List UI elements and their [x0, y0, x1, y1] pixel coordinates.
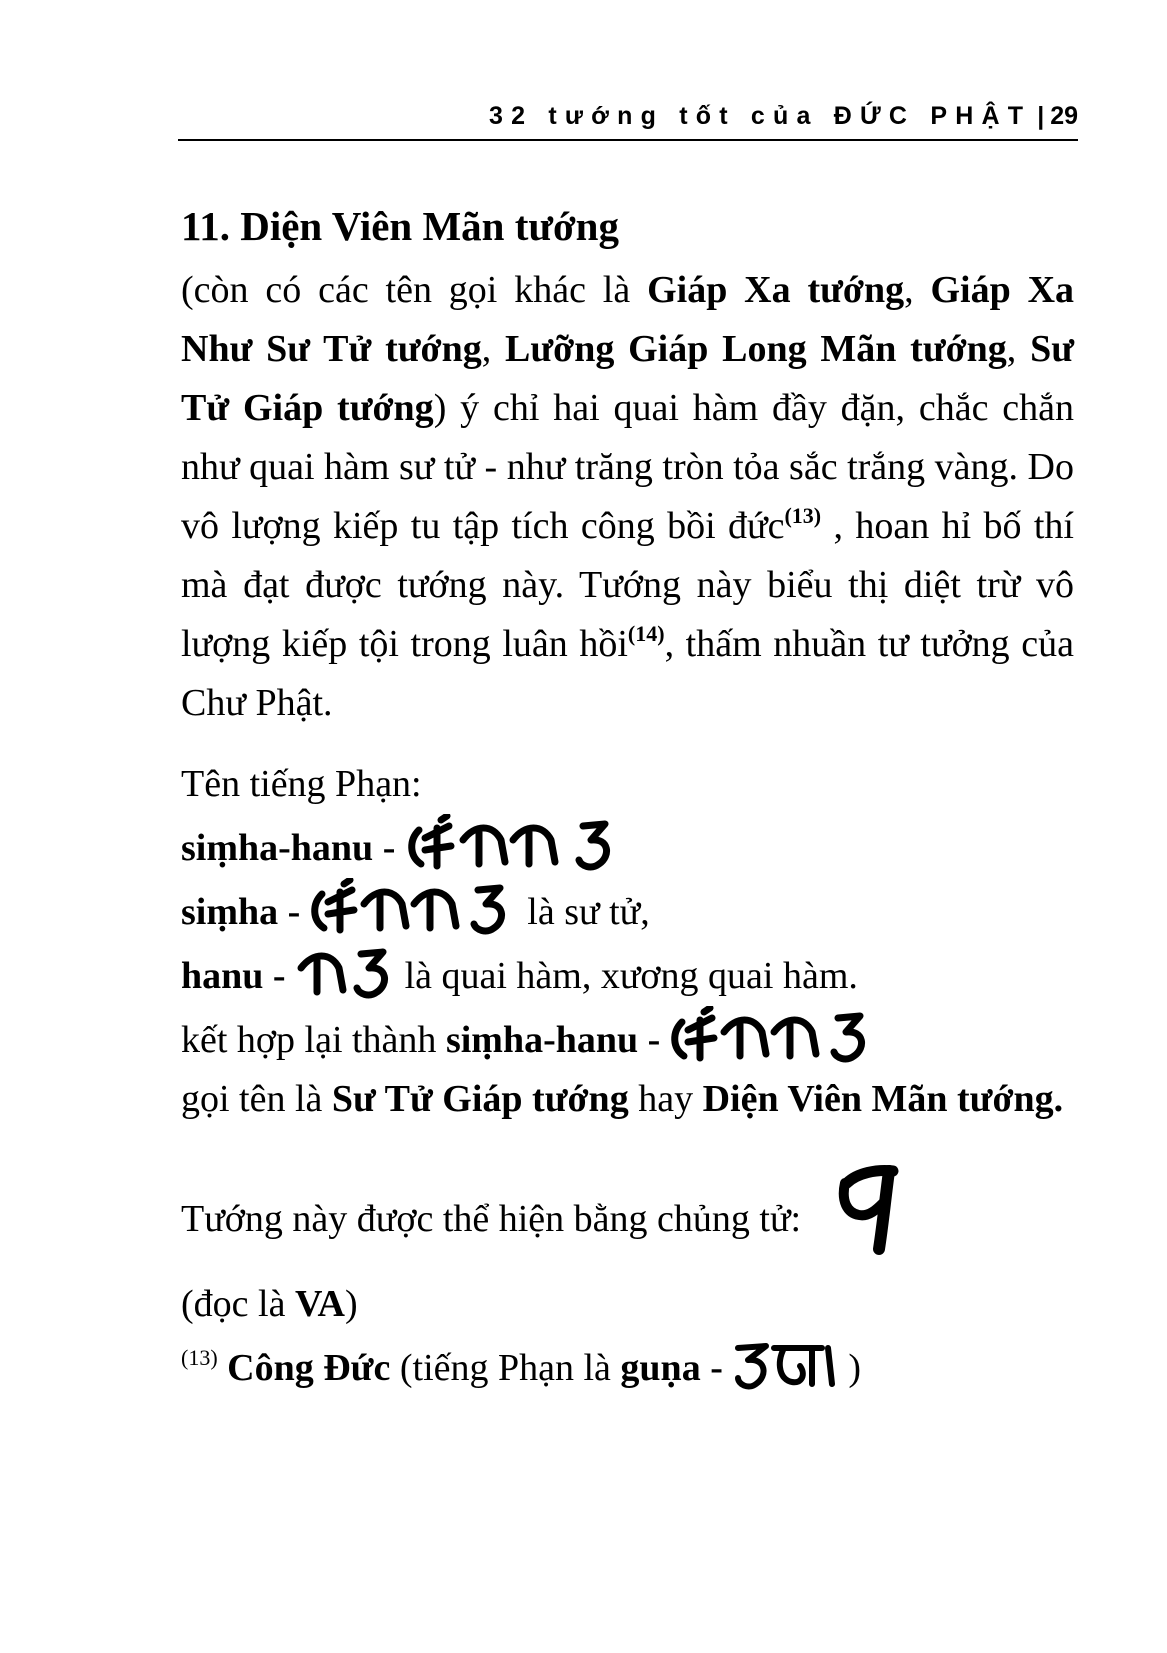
reading-va: VA	[294, 1283, 345, 1325]
running-header	[178, 96, 1078, 136]
paragraph-text: ,	[1006, 328, 1031, 370]
page-body	[181, 196, 1074, 1398]
term-line-compound	[181, 814, 1074, 878]
header-rule	[178, 139, 1078, 141]
term-line-hanu	[181, 942, 1074, 1006]
paragraph-text: ,	[481, 328, 506, 370]
seed-text: Tướng này được thể hiện bằng chủng tử:	[181, 1198, 802, 1240]
siddham-hanu-glyph	[295, 942, 395, 1000]
combined-lead: kết hợp lại thành	[181, 1019, 446, 1061]
paragraph-text: , hoan hỉ bố thí mà đạt được tướng này. Tướng này biểu thị diệt trừ vô lượng kiếp tội trong luân hồi	[181, 505, 1074, 665]
dash: -	[373, 827, 405, 869]
dash: -	[638, 1019, 670, 1061]
footnote-ref-14[interactable]: (14)	[627, 621, 665, 646]
footnote-sanskrit-term: guṇa	[620, 1347, 701, 1389]
reading-close: )	[344, 1283, 358, 1325]
seed-line	[181, 1161, 1074, 1275]
footnote-ref-13[interactable]: (13)	[784, 503, 822, 528]
paragraph-text: , thấm nhuần tư tưởng của Chư Phật.	[181, 623, 1074, 724]
name-su-tu-giap: Sư Tử Giáp tướng	[331, 1078, 629, 1120]
dash: -	[263, 955, 296, 997]
term-simha: siṃha	[181, 891, 279, 933]
footnote-text: (tiếng Phạn là	[390, 1347, 621, 1389]
header-separator: |	[1037, 102, 1045, 130]
term-simha-hanu: siṃha-hanu	[445, 1019, 639, 1061]
reading-open: (đọc là	[181, 1283, 295, 1325]
section-heading: 11. Diện Viên Mãn tướng	[181, 203, 619, 249]
combined-line	[181, 1006, 1074, 1070]
paragraph-text: (còn có các tên gọi khác là	[181, 269, 648, 311]
page-number: 29	[1050, 102, 1078, 130]
footnote-term: Công Đức	[227, 1347, 391, 1389]
sanskrit-label: Tên tiếng Phạn:	[181, 763, 422, 805]
siddham-simha-glyph	[310, 878, 518, 936]
simha-meaning: là sư tử,	[517, 891, 650, 933]
footnote-mark: (13)	[181, 1345, 218, 1370]
combined-paragraph	[181, 1070, 1074, 1129]
description-paragraph	[181, 261, 1074, 733]
footnote-close: )	[848, 1347, 862, 1389]
siddham-va-seed-glyph	[837, 1161, 899, 1275]
siddham-guna-glyph	[732, 1334, 848, 1392]
term-simha-hanu: siṃha-hanu	[181, 827, 374, 869]
combined-text: gọi tên là	[181, 1078, 332, 1120]
alt-name-2: Giáp Xa Như Sư Tử tướng	[181, 269, 1075, 370]
combined-text: hay	[628, 1078, 703, 1120]
alt-name-4: Sư Tử Giáp tướng	[181, 328, 1075, 429]
siddham-simha-hanu-glyph	[405, 814, 637, 872]
paragraph-text: ,	[904, 269, 931, 311]
hanu-meaning: là quai hàm, xương quai hàm.	[395, 955, 858, 997]
alt-name-1: Giáp Xa tướng	[647, 269, 905, 311]
term-hanu: hanu	[181, 955, 264, 997]
dash: -	[700, 1347, 733, 1389]
running-title: 32 tướng tốt của ĐỨC PHẬT	[489, 102, 1032, 130]
paragraph-text: ) ý chỉ hai quai hàm đầy đặn, chắc chắn như quai hàm sư tử - như trăng tròn tỏa sắc trắng vàng. Do vô lượng kiếp tu tập tích công bồi đức	[181, 387, 1075, 547]
term-line-simha	[181, 878, 1074, 942]
dash: -	[278, 891, 310, 933]
footnote-13	[181, 1334, 1074, 1398]
seed-reading-line	[181, 1275, 1074, 1334]
siddham-simha-hanu-glyph	[670, 1006, 878, 1064]
name-dien-vien-man: Diện Viên Mãn tướng.	[702, 1078, 1064, 1120]
alt-name-3: Lưỡng Giáp Long Mãn tướng	[505, 328, 1007, 370]
